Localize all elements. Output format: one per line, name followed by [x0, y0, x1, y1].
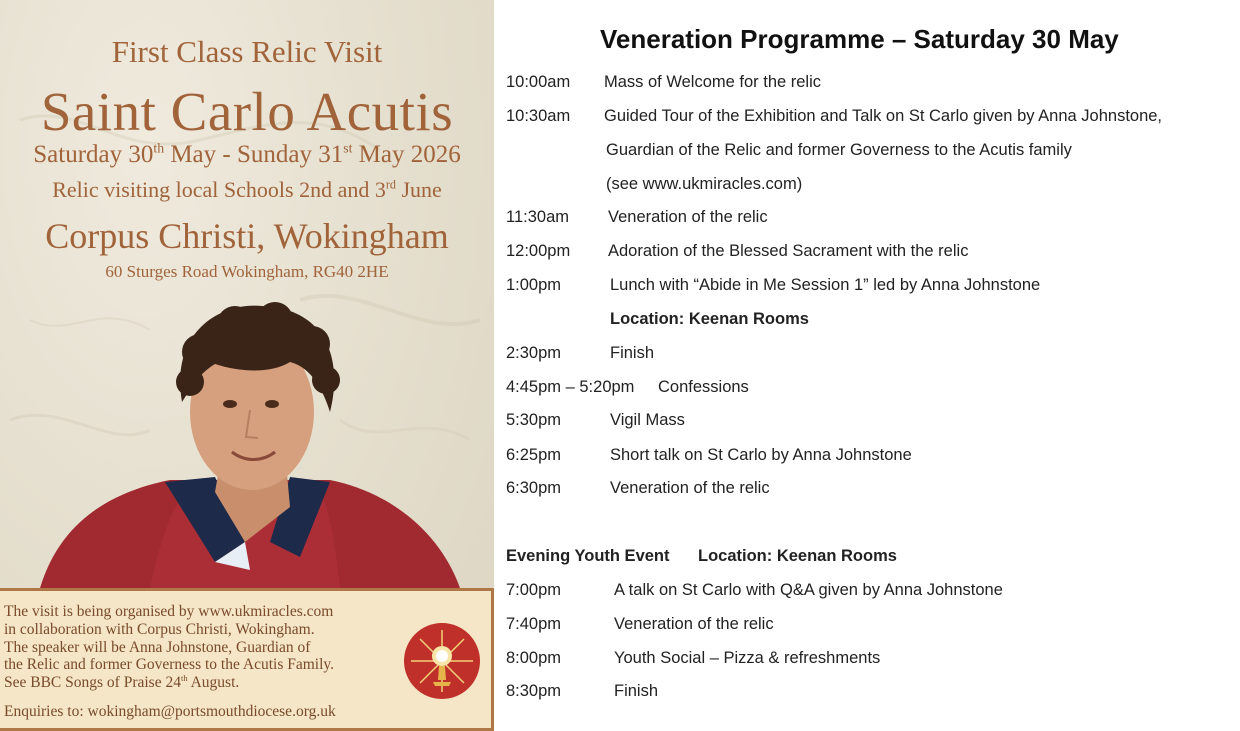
schedule-time: 11:30am	[506, 208, 569, 226]
schedule-time: 7:40pm	[506, 615, 562, 633]
evening-heading: Evening Youth Event	[506, 547, 670, 565]
schedule-time: 8:30pm	[506, 682, 562, 700]
schedule-time: 1:00pm	[506, 276, 562, 294]
schedule-time: 10:00am	[506, 73, 571, 91]
poster-info-panel	[0, 588, 494, 731]
schedule-text: Veneration of the relic	[608, 208, 768, 226]
poster-dates: Saturday 30th May - Sunday 31st May 2026	[33, 140, 461, 168]
schedule-time: 5:30pm	[506, 411, 562, 429]
schedule-time: 4:45pm – 5:20pm	[506, 378, 635, 396]
poster-schools-line: Relic visiting local Schools 2nd and 3rd June	[52, 177, 442, 202]
poster-info-text: The visit is being organised by www.ukmiracles.com in collaboration with Corpus Christi, Wokingham. The speaker will be Anna Johnstone, Guardian of the Relic and former Governess to the Acutis Family. See BBC Songs of Praise 24th August.	[4, 603, 335, 692]
schedule-text: Confessions	[658, 378, 749, 396]
schedule-time: 7:00pm	[506, 581, 562, 599]
poster-title: Saint Carlo Acutis	[40, 81, 454, 142]
schedule-time: 8:00pm	[506, 649, 562, 667]
schedule-text: Veneration of the relic	[610, 479, 770, 497]
schedule-time: 6:25pm	[506, 446, 562, 464]
relic-visit-poster	[0, 0, 494, 731]
schedule-text: Finish	[610, 344, 655, 362]
poster-venue: Corpus Christi, Wokingham	[45, 216, 449, 256]
schedule-text: Adoration of the Blessed Sacrament with the relic	[608, 242, 969, 260]
schedule-time: 10:30am	[506, 107, 571, 125]
monstrance-icon	[403, 622, 481, 700]
schedule-text: Short talk on St Carlo by Anna Johnstone	[610, 446, 912, 464]
portrait-photo	[0, 292, 494, 588]
schedule-time: 12:00pm	[506, 242, 571, 260]
schedule-location: Location: Keenan Rooms	[610, 310, 809, 328]
schedule-time: 6:30pm	[506, 479, 562, 497]
poster-address: 60 Sturges Road Wokingham, RG40 2HE	[105, 262, 389, 281]
schedule-time: 2:30pm	[506, 344, 562, 362]
schedule-text: Veneration of the relic	[614, 615, 774, 633]
evening-location: Location: Keenan Rooms	[698, 547, 897, 565]
schedule-text: Lunch with “Abide in Me Session 1” led by Anna Johnstone	[610, 276, 1041, 294]
schedule-text: Vigil Mass	[610, 411, 685, 429]
poster-enquiries: Enquiries to: wokingham@portsmouthdiocese.org.uk	[4, 703, 336, 720]
programme-title: Veneration Programme – Saturday 30 May	[600, 24, 1119, 54]
schedule-link-note: (see www.ukmiracles.com)	[606, 175, 803, 193]
schedule-text: Guardian of the Relic and former Governess to the Acutis family	[606, 141, 1072, 159]
schedule-text: A talk on St Carlo with Q&A given by Anna Johnstone	[614, 581, 1003, 599]
schedule-text: Mass of Welcome for the relic	[604, 73, 822, 91]
schedule-text: Youth Social – Pizza & refreshments	[614, 649, 881, 667]
schedule-text: Finish	[614, 682, 659, 700]
poster-kicker: First Class Relic Visit	[111, 34, 383, 69]
schedule-text: Guided Tour of the Exhibition and Talk on St Carlo given by Anna Johnstone,	[604, 107, 1163, 125]
